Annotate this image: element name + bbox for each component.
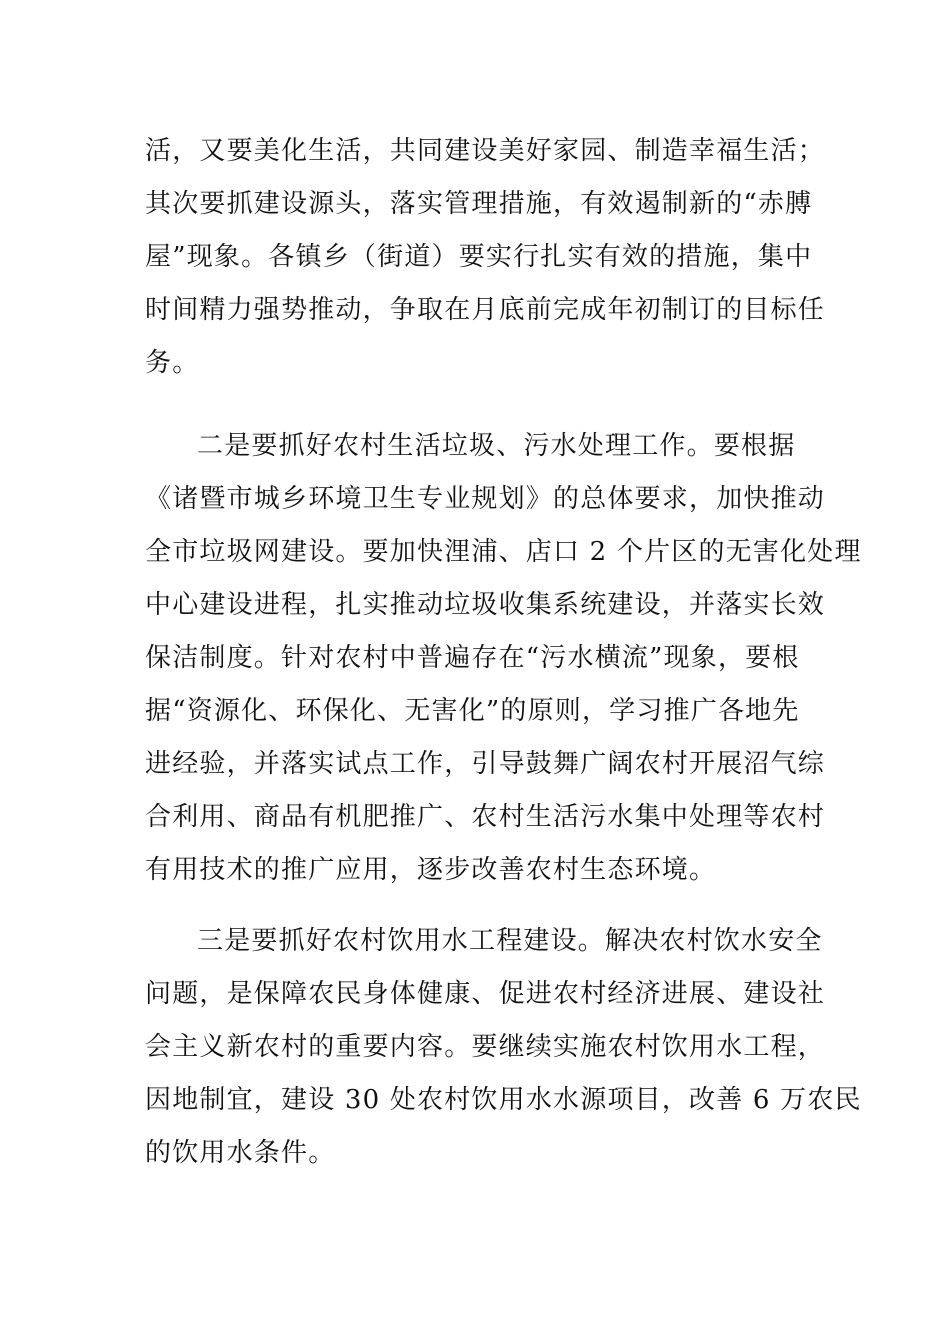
- paragraph-waste-treatment: [145, 420, 862, 897]
- paragraph-line: 务。: [145, 348, 200, 378]
- paragraph-line: 屋”现象。各镇乡（街道）要实行扎实有效的措施，集中: [145, 242, 813, 272]
- paragraph-line: 据“资源化、环保化、无害化”的原则，学习推广各地先: [145, 696, 800, 726]
- paragraph-line: 的饮用水条件。: [145, 1138, 336, 1168]
- paragraph-line: 问题，是保障农民身体健康、促进农村经济进展、建设社: [145, 979, 826, 1009]
- paragraph-line: 二是要抓好农村生活垃圾、污水处理工作。要根据: [197, 431, 796, 461]
- paragraph-line: 其次要抓建设源头，落实管理措施，有效遏制新的“赤膊: [145, 189, 813, 219]
- paragraph-drinking-water: [145, 915, 862, 1180]
- paragraph-line: 合利用、商品有机肥推广、农村生活污水集中处理等农村: [145, 802, 826, 832]
- paragraph-line: 活，又要美化生活，共同建设美好家园、制造幸福生活；: [145, 136, 826, 166]
- paragraph-line: 中心建设进程，扎实推动垃圾收集系统建设，并落实长效: [145, 590, 826, 620]
- paragraph-line: 有用技术的推广应用，逐步改善农村生态环境。: [145, 855, 717, 885]
- paragraph-line: 保洁制度。针对农村中普遍存在“污水横流”现象，要根: [145, 643, 800, 673]
- paragraph-line: 因地制宜，建设 30 处农村饮用水水源项目，改善 6 万农民: [145, 1085, 862, 1115]
- paragraph-line: 全市垃圾网建设。要加快浬浦、店口 2 个片区的无害化处理: [145, 537, 862, 567]
- paragraph-line: 时间精力强势推动，争取在月底前完成年初制订的目标任: [145, 295, 826, 325]
- paragraph-line: 《诸暨市城乡环境卫生专业规划》的总体要求，加快推动: [145, 484, 826, 514]
- paragraph-line: 会主义新农村的重要内容。要继续实施农村饮用水工程，: [145, 1032, 826, 1062]
- paragraph-line: 进经验，并落实试点工作，引导鼓舞广阔农村开展沼气综: [145, 749, 826, 779]
- paragraph-line: 三是要抓好农村饮用水工程建设。解决农村饮水安全: [197, 926, 823, 956]
- paragraph-continuation: [145, 125, 826, 390]
